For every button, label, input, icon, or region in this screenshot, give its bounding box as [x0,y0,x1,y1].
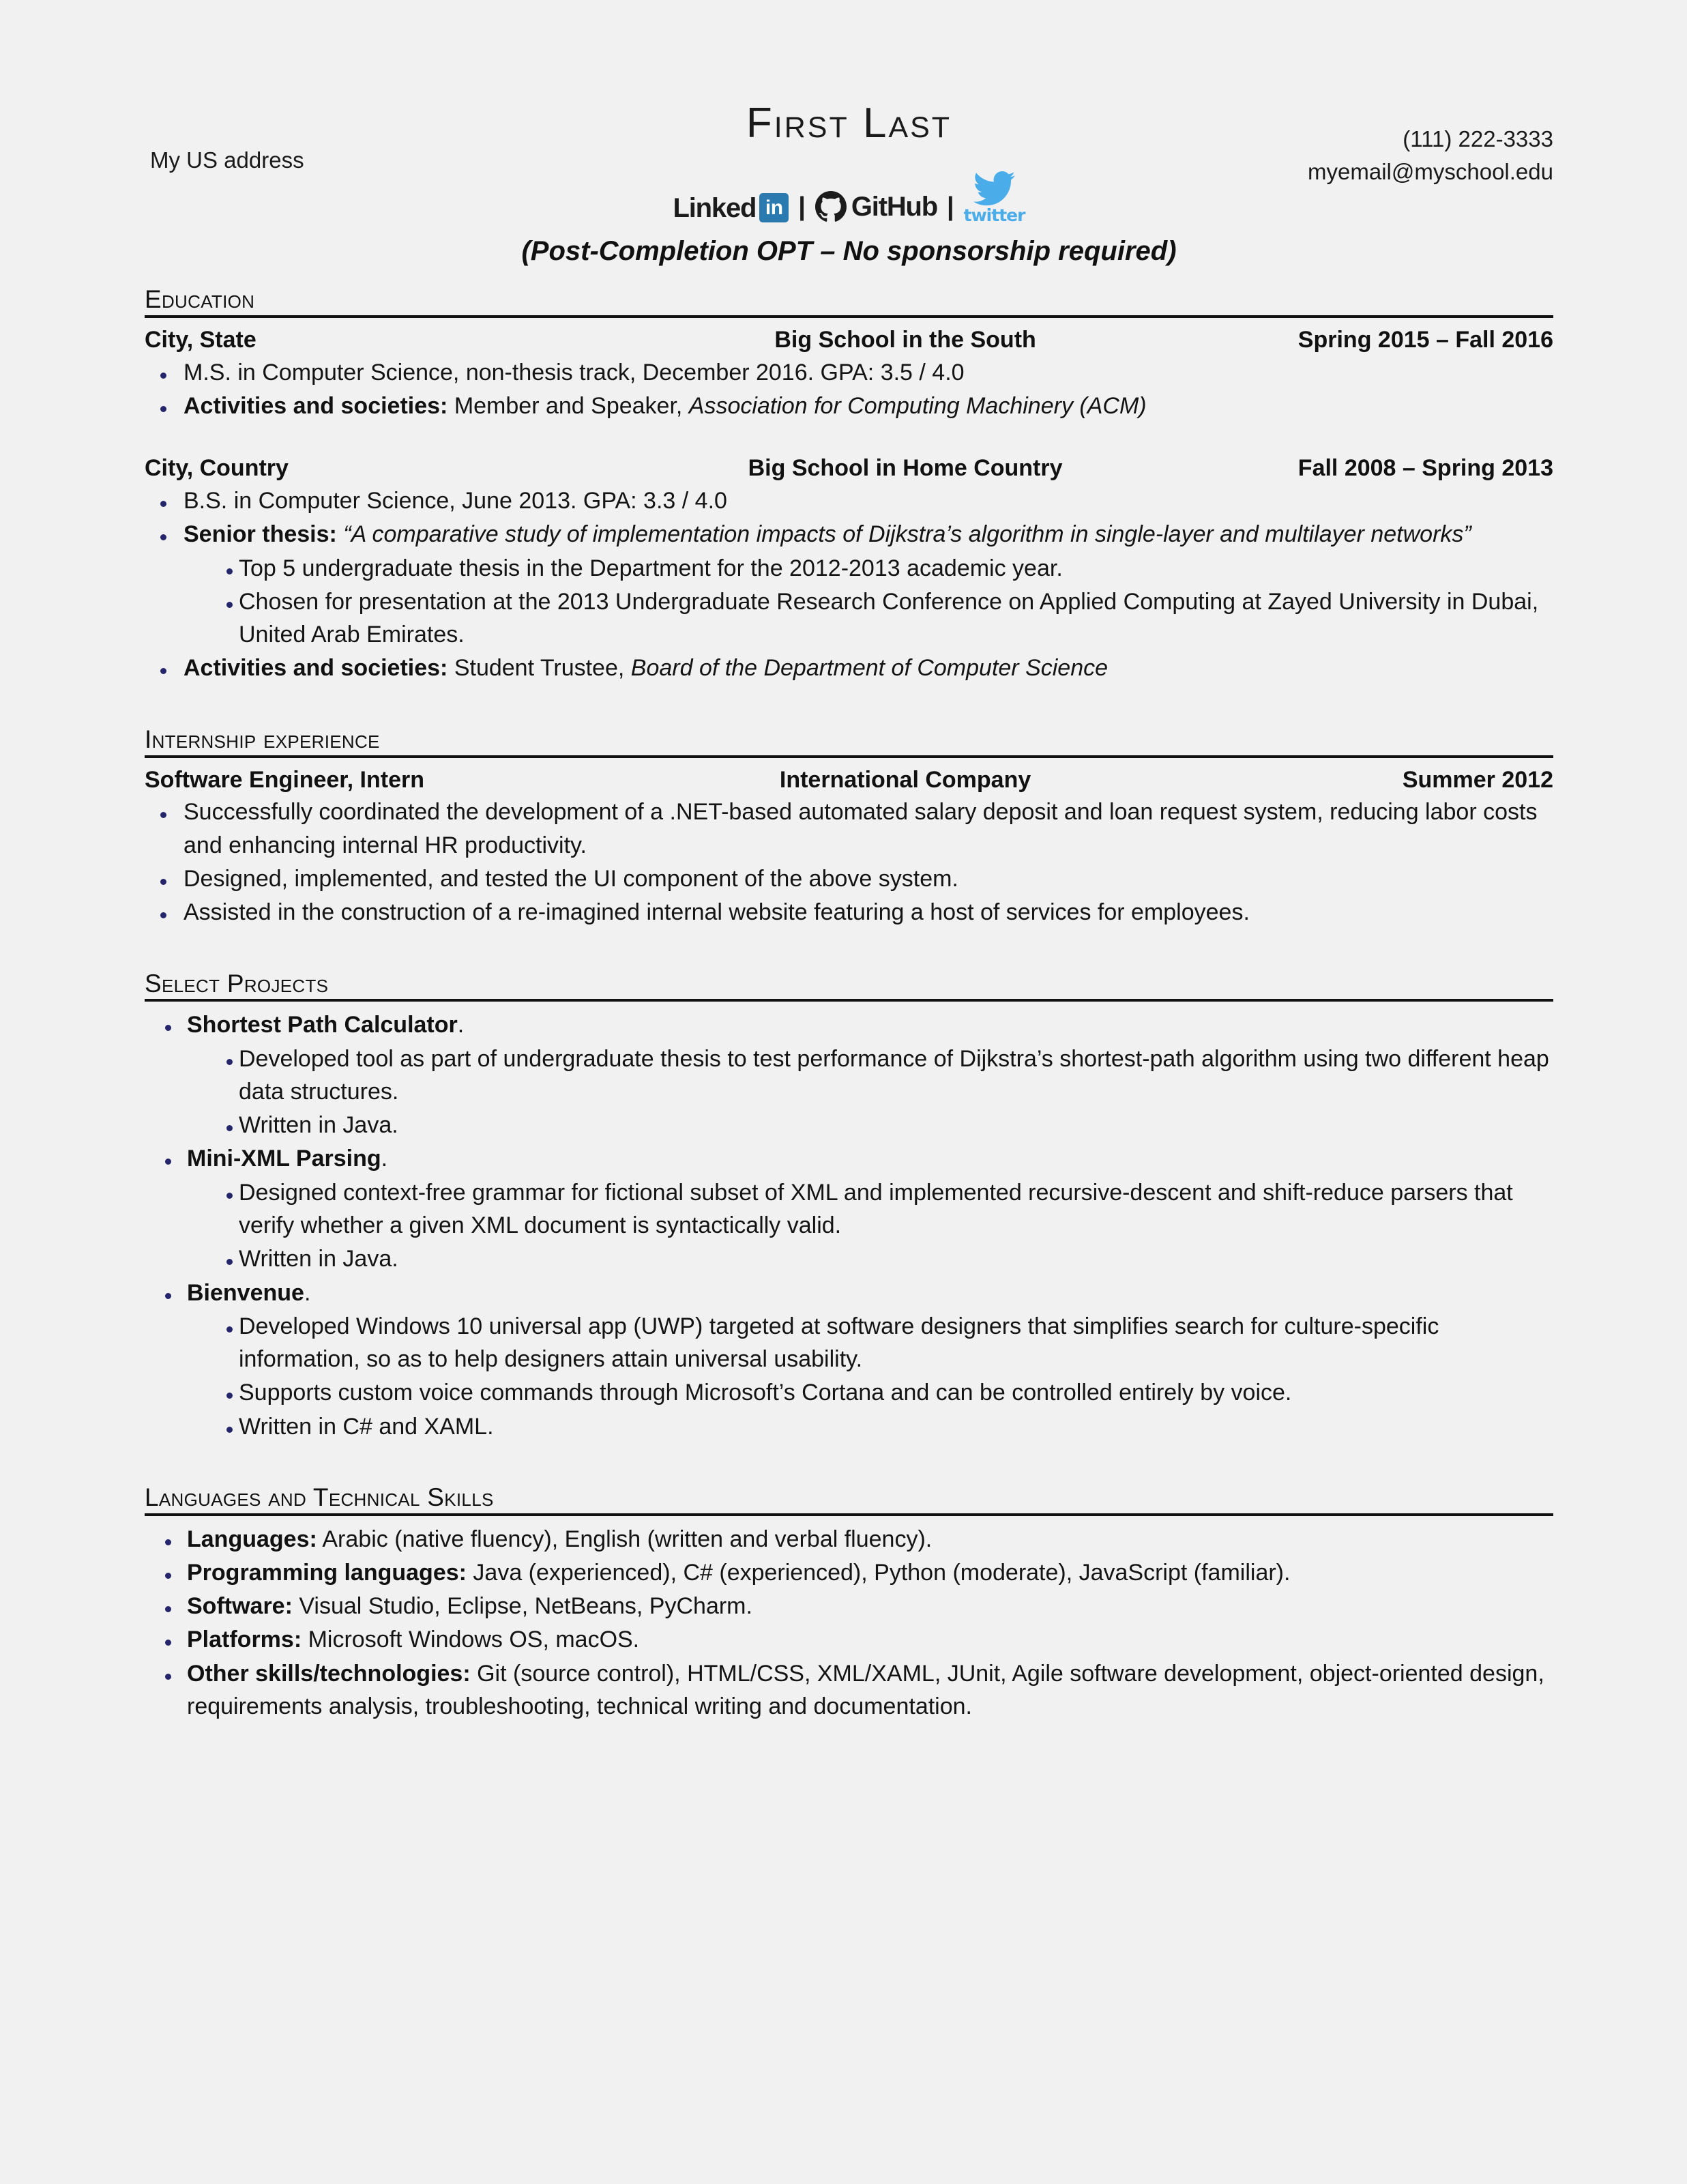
bullet-italic: “A comparative study of implementation impacts of Dijkstra’s algorithm in single-layer and multilayer networks” [343,521,1471,548]
spacer [145,1444,1553,1485]
bullet-label: Activities and societies: [184,655,448,682]
education-location: City, State [145,326,256,353]
list-item: Written in C# and XAML. [145,1410,1553,1443]
section-heading-projects: Select Projects [145,971,1553,1002]
spacer [145,423,1553,453]
spacer [145,930,1553,971]
internship-company: International Company [779,766,1031,793]
skill-label: Languages: [187,1526,317,1552]
linkedin-wordmark: Linked [673,192,757,223]
bullet-label: Senior thesis: [184,521,337,548]
list-item: Supports custom voice commands through Microsoft’s Cortana and can be controlled entirely by voice. [145,1376,1553,1409]
project-suffix: . [381,1146,388,1172]
bullet-text: Student Trustee, [448,655,631,682]
bullet-text: B.S. in Computer Science, June 2013. GPA: 3.3 / 4.0 [184,488,727,514]
project-list [145,1142,1553,1175]
project-suffix: . [304,1279,311,1306]
section-education [145,287,1553,685]
linkedin-icon[interactable] [673,193,789,224]
bullet-text: M.S. in Computer Science, non-thesis track, December 2016. GPA: 3.5 / 4.0 [184,359,965,385]
linkedin-badge: in [759,193,789,222]
project-name: Mini-XML Parsing [187,1146,381,1172]
list-item [145,1523,1553,1556]
project-details [145,1310,1553,1443]
education-entry-header [145,325,1553,356]
education-dates: Spring 2015 – Fall 2016 [1297,326,1553,353]
skill-label: Other skills/technologies: [187,1660,471,1687]
list-item [145,390,1553,422]
list-item: Developed tool as part of undergraduate thesis to test performance of Dijkstra’s shortest-path algorithm using two different heap data structures. [145,1043,1553,1109]
education-dates: Fall 2008 – Spring 2013 [1297,455,1553,482]
internship-bullets [145,796,1553,929]
bullet-label: Activities and societies: [184,393,448,419]
list-item [145,1590,1553,1622]
list-item [145,1657,1553,1723]
skill-label: Programming languages: [187,1559,467,1586]
list-item: Chosen for presentation at the 2013 Undergraduate Research Conference on Applied Computing at Zayed University in Dubai, United Arab Emirates. [145,585,1553,652]
resume-header [145,0,1553,287]
education-bullets [145,484,1553,551]
project-list [145,1277,1553,1309]
section-heading-internship: Internship experience [145,727,1553,758]
address-text: My US address [150,147,304,173]
skill-label: Platforms: [187,1627,302,1653]
list-item: Written in Java. [145,1109,1553,1141]
social-links [145,166,1553,224]
spacer [145,686,1553,727]
section-projects [145,971,1553,1443]
list-item [145,1277,1553,1309]
project-name: Bienvenue [187,1279,304,1306]
skill-value: Visual Studio, Eclipse, NetBeans, PyCharm. [292,1593,752,1620]
list-item: Successfully coordinated the development of a .NET-based automated salary deposit and loan request system, reducing labor costs and enhancing internal HR productivity. [145,796,1553,862]
bullet-italic: Association for Computing Machinery (ACM) [688,393,1147,419]
section-heading-education: Education [145,287,1553,318]
list-item: Designed, implemented, and tested the UI component of the above system. [145,862,1553,895]
skill-label: Software: [187,1593,293,1620]
list-item: Written in Java. [145,1242,1553,1275]
twitter-icon[interactable] [964,171,1025,224]
list-item [145,484,1553,517]
list-item: Designed context-free grammar for fictional subset of XML and implemented recursive-descent and shift-reduce parsers that verify whether a given XML document is syntactically valid. [145,1176,1553,1242]
education-entry-header [145,453,1553,484]
project-details [145,1176,1553,1276]
list-item [145,1623,1553,1656]
section-internship [145,727,1553,929]
section-skills [145,1485,1553,1723]
list-item [145,356,1553,389]
education-school: Big School in the South [774,326,1036,353]
thesis-subbullets [145,552,1553,652]
twitter-wordmark: twitter [963,205,1025,225]
opt-status-note: (Post-Completion OPT – No sponsorship required) [521,236,1177,266]
email-text: myemail@myschool.edu [1308,158,1553,184]
github-mark-icon [815,191,847,222]
bullet-text [337,521,343,547]
list-item: Top 5 undergraduate thesis in the Department for the 2012-2013 academic year. [145,552,1553,585]
page-title: First Last [746,100,952,147]
project-suffix: . [457,1012,465,1038]
list-item [145,518,1553,551]
skill-value: Microsoft Windows OS, macOS. [302,1627,640,1653]
internship-entry-header [145,765,1553,796]
education-location: City, Country [145,455,289,482]
github-icon[interactable] [815,191,937,224]
skills-list [145,1523,1553,1723]
list-item [145,1008,1553,1041]
phone-text: (111) 222-3333 [1403,126,1553,151]
list-item [145,1142,1553,1175]
education-bullets [145,652,1553,684]
education-bullets [145,356,1553,423]
skill-value: Java (experienced), C# (experienced), Python (moderate), JavaScript (familiar). [466,1559,1291,1586]
project-name: Shortest Path Calculator [187,1012,458,1038]
list-item: Developed Windows 10 universal app (UWP) targeted at software designers that simplifies search for culture-specific information, so as to help designers attain universal usability. [145,1310,1553,1376]
section-heading-skills: Languages and Technical Skills [145,1485,1553,1516]
skill-value: Arabic (native fluency), English (written and verbal fluency). [317,1526,933,1552]
twitter-bird-icon [973,171,1016,207]
project-details [145,1043,1553,1142]
list-item [145,1556,1553,1589]
internship-dates: Summer 2012 [1402,766,1553,793]
github-wordmark: GitHub [851,192,937,222]
skill-value: Git (source control), HTML/CSS, XML/XAML, JUnit, Agile software development, object-oriented design, requirements analysis, troubleshooting, technical writing and documentation. [187,1660,1544,1720]
education-school: Big School in Home Country [748,455,1063,482]
list-item [145,652,1553,684]
separator-1: | [798,192,806,221]
list-item: Assisted in the construction of a re-imagined internal website featuring a host of services for employees. [145,896,1553,929]
bullet-text: Member and Speaker, [448,393,689,419]
internship-role: Software Engineer, Intern [145,766,424,793]
bullet-italic: Board of the Department of Computer Science [630,655,1109,682]
resume-sheet [145,0,1553,1723]
project-list [145,1008,1553,1041]
separator-2: | [947,192,954,221]
